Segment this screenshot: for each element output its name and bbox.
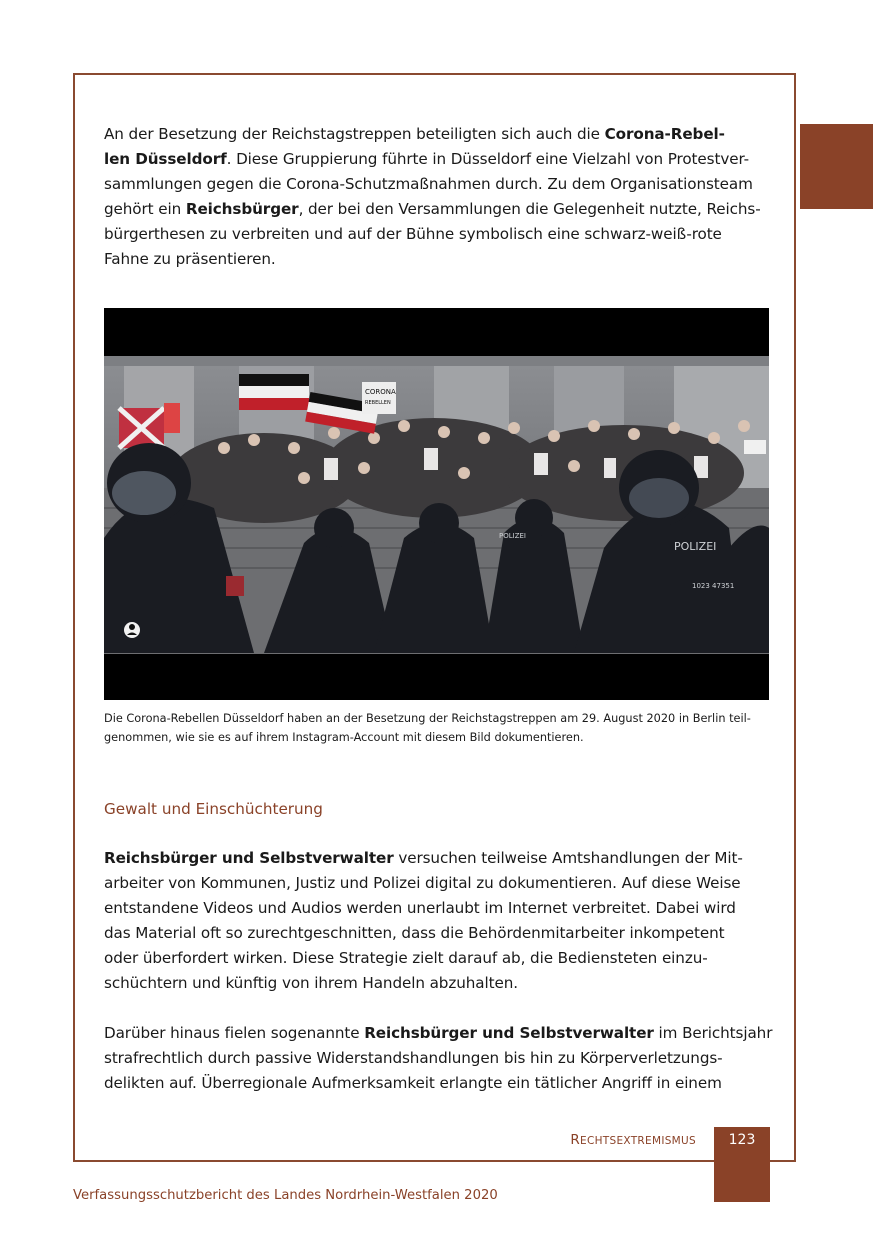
side-tab-marker <box>800 124 873 209</box>
police-label: POLIZEI <box>499 532 526 540</box>
protest-sign-text: CORONA <box>365 388 396 396</box>
bold-term: Reichsbürger und Selbstverwalter <box>364 1024 654 1042</box>
text-run: . Diese Gruppierung führte in Düsseldorf eine Vielzahl von Protestver- <box>226 150 749 168</box>
text-line: oder überfordert wirken. Diese Strategie zielt darauf ab, die Bediensteten einzu- <box>104 949 708 967</box>
text-run: An der Besetzung der Reichstagstreppen beteiligten sich auch die <box>104 125 605 143</box>
chapter-label-initial: R <box>570 1132 581 1148</box>
police-label: POLIZEI <box>674 540 717 553</box>
protest-sign-text: REBELLEN <box>365 400 391 406</box>
text-run: im Berichtsjahr <box>653 1024 773 1042</box>
text-run: , der bei den Versammlungen die Gelegenheit nutzte, Reichs- <box>298 200 761 218</box>
police-number: 1023 47351 <box>692 582 735 590</box>
section-heading: Gewalt und Einschüchterung <box>104 800 323 818</box>
bold-term: Corona-Rebel- <box>604 125 725 143</box>
text-line: strafrechtlich durch passive Widerstandshandlungen bis hin zu Körperverletzungs- <box>104 1049 723 1067</box>
text-line: schüchtern und künftig von ihrem Handeln abzuhalten. <box>104 974 518 992</box>
reichstag-protest-photo <box>104 308 769 700</box>
bold-term: len Düsseldorf <box>104 150 227 168</box>
text-line: das Material oft so zurechtgeschnitten, dass die Behördenmitarbeiter inkompetent <box>104 924 725 942</box>
paragraph-corona-rebellen <box>104 122 772 272</box>
paragraph-strafrechtlich <box>104 1021 772 1096</box>
footer-publication-title: Verfassungsschutzbericht des Landes Nordrhein-Westfalen 2020 <box>73 1188 498 1203</box>
page-number-box <box>714 1127 770 1202</box>
text-line: bürgerthesen zu verbreiten und auf der Bühne symbolisch eine schwarz-weiß-rote <box>104 225 722 243</box>
text-run: gehört ein <box>104 200 186 218</box>
text-line: delikten auf. Überregionale Aufmerksamkeit erlangte ein tätlicher Angriff in einem <box>104 1074 722 1092</box>
text-run: versuchen teilweise Amtshandlungen der Mit- <box>393 849 743 867</box>
chapter-label-rest: ECHTSEXTREMISMUS <box>580 1135 696 1147</box>
page-number: 123 <box>728 1132 756 1148</box>
caption-line: Die Corona-Rebellen Düsseldorf haben an der Besetzung der Reichstagstreppen am 29. August 2020 in Berlin teil- <box>104 712 751 725</box>
bold-term: Reichsbürger <box>185 200 299 218</box>
chapter-label <box>570 1131 696 1150</box>
caption-line: genommen, wie sie es auf ihrem Instagram-Account mit diesem Bild dokumentieren. <box>104 731 584 744</box>
photo-caption <box>104 709 772 747</box>
text-run: Darüber hinaus fielen sogenannte <box>104 1024 365 1042</box>
text-line: entstandene Videos und Audios werden unerlaubt im Internet verbreitet. Dabei wird <box>104 899 736 917</box>
text-line: arbeiter von Kommunen, Justiz und Polizei digital zu dokumentieren. Auf diese Weise <box>104 874 741 892</box>
paragraph-gewalt <box>104 846 772 996</box>
text-line: Fahne zu präsentieren. <box>104 250 276 268</box>
photo-illustration <box>104 308 769 700</box>
bold-term: Reichsbürger und Selbstverwalter <box>104 849 394 867</box>
text-line: sammlungen gegen die Corona-Schutzmaßnahmen durch. Zu dem Organisationsteam <box>104 175 753 193</box>
